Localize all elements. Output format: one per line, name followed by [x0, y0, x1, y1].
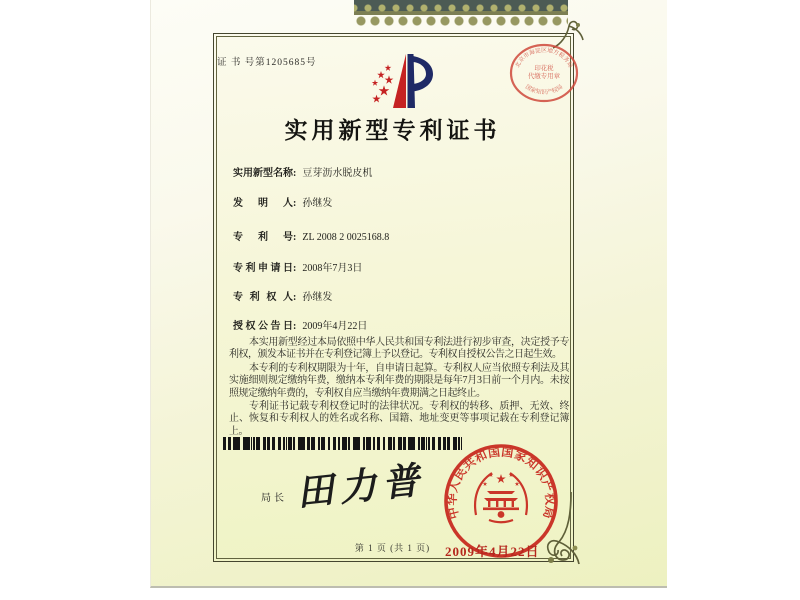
page-title: 实用新型专利证书 [284, 118, 501, 143]
barcode-image [223, 437, 463, 450]
certificate-paper [150, 0, 667, 588]
seal-date: 2009年4月22日 [445, 544, 540, 559]
field-value: 豆芽沥水脱皮机 [302, 168, 373, 179]
field-value: 孙继发 [302, 198, 333, 209]
svg-text:国家知识产权局 [524, 82, 564, 96]
field-row-name [233, 164, 372, 179]
tax-stamp-icon [507, 42, 581, 104]
field-label: 实用新型名称 [233, 168, 293, 179]
tax-stamp-center-line2: 代缴专用章 [528, 73, 560, 80]
field-value: ZL 2008 2 0025168.8 [302, 232, 390, 243]
top-ornament-band [354, 0, 568, 30]
tax-stamp-center-line1: 印花税 [534, 65, 554, 72]
body-paragraph: 本实用新型经过本局依照中华人民共和国专利法进行初步审查，决定授予专利权，颁发本证书并在专利登记簿上予以登记。专利权自授权公告之日起生效。 [229, 337, 569, 361]
field-colon: : [293, 321, 297, 332]
field-colon: : [293, 232, 297, 243]
certificate-number: 证 书 号第1205685号 [217, 58, 317, 68]
signature-name: 田力普 [294, 460, 428, 515]
field-value: 2009年4月22日 [302, 321, 368, 332]
certificate-body [229, 337, 569, 439]
tax-stamp-ring-bottom: 国家知识产权局 [523, 84, 565, 97]
field-label: 专利申请日 [233, 263, 293, 274]
signature-title: 局长 [261, 493, 287, 504]
field-colon: : [293, 292, 297, 303]
field-value: 孙继发 [302, 292, 333, 303]
national-emblem-icon [475, 473, 527, 523]
field-row-filing-date [233, 259, 362, 274]
field-colon: : [293, 263, 297, 274]
body-paragraph: 本专利的专利权期限为十年，自申请日起算。专利权人应当依照专利法及其实施细则规定缴纳年费，缴纳本专利年费的期限是每年7月3日前一个月内。未按照规定缴纳年费的，专利权自应当缴纳年费期满之日起终止。 [229, 362, 569, 399]
field-row-grant-date [233, 317, 367, 332]
seal-ring-text: 中华人民共和国国家知识产权局 [444, 444, 558, 521]
field-row-patentee [233, 288, 332, 303]
sipo-logo-icon [360, 52, 434, 110]
tax-stamp-ring-top: 北京市海淀区地方税务局 [514, 47, 574, 69]
field-colon: : [293, 198, 297, 209]
field-colon: : [293, 168, 297, 179]
field-label: 专利号 [233, 232, 293, 243]
field-row-patent-number [233, 228, 389, 243]
field-label: 发明人 [233, 198, 293, 209]
page-footer: 第 1 页 (共 1 页) [354, 543, 431, 553]
field-label: 专利权人 [233, 292, 293, 303]
field-row-inventor [233, 194, 332, 209]
body-paragraph: 专利证书记载专利权登记时的法律状况。专利权的转移、质押、无效、终止、恢复和专利权人的姓名或名称、国籍、地址变更等事项记载在专利登记簿上。 [229, 401, 569, 437]
field-label: 授权公告日 [233, 321, 293, 332]
field-value: 2008年7月3日 [302, 263, 363, 274]
